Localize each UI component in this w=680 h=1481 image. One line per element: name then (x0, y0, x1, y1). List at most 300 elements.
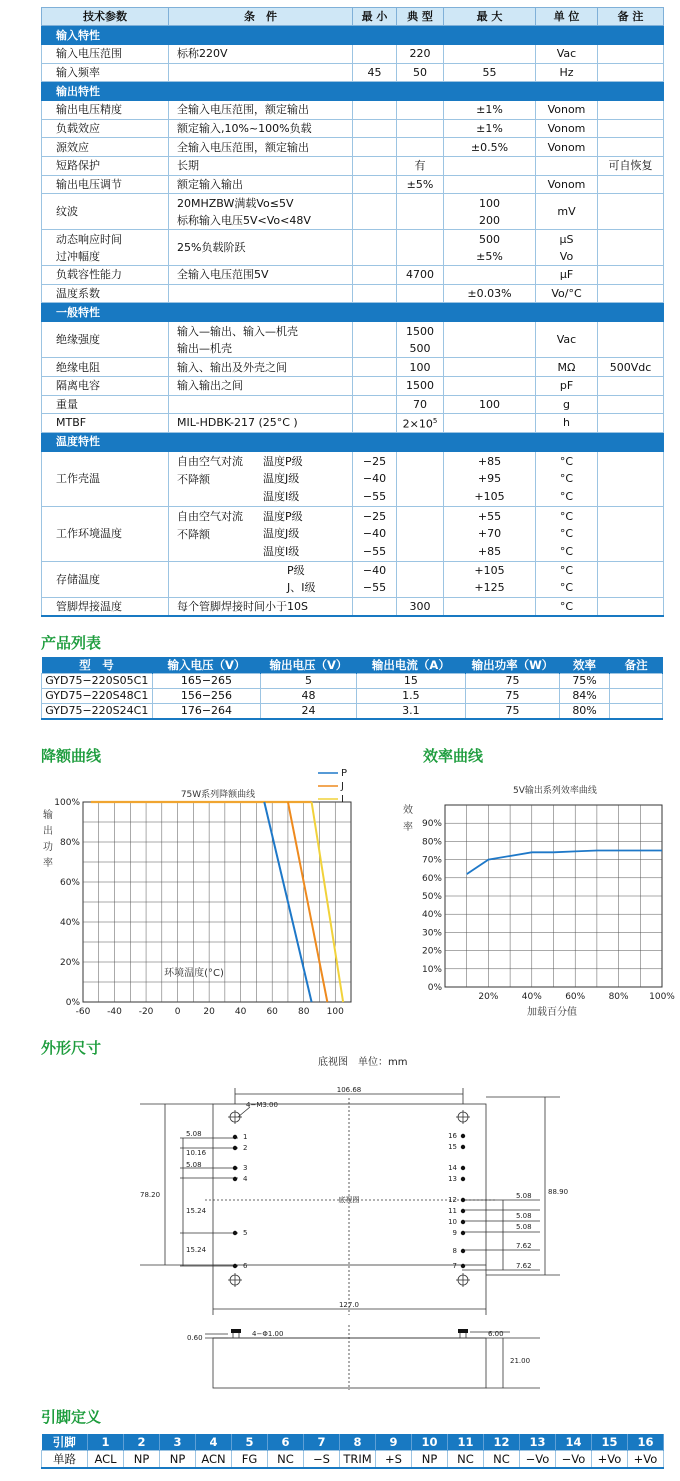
product-iout: 15 (356, 674, 466, 689)
spec-header: 条 件 (169, 8, 353, 26)
pin-dot (233, 1177, 237, 1181)
pin-number: 11 (448, 1207, 457, 1215)
pin-number-cell: 4 (196, 1434, 232, 1451)
param-condition (169, 194, 353, 230)
derating-ylabel (43, 808, 53, 869)
param-name: 负载效应 (42, 119, 169, 138)
param-typ: 100 (397, 358, 444, 377)
table-row (42, 45, 664, 64)
x-tick-label: -40 (107, 1007, 122, 1017)
pin-number-cell: 16 (628, 1434, 664, 1451)
pin-number: 2 (243, 1144, 248, 1152)
param-name: 工作环境温度 (42, 506, 169, 561)
table-row (42, 230, 664, 266)
mtbf-typ: 2×10 (402, 417, 433, 431)
section-title-general: 一般特性 (42, 303, 664, 322)
pin-number: 14 (448, 1164, 457, 1172)
pin-function: −Vo (556, 1451, 592, 1469)
param-unit: mV (536, 194, 598, 230)
pin-number: 4 (243, 1175, 248, 1183)
ripple-max-1: 100 (479, 196, 500, 210)
param-condition: 全输入电压范围5V (169, 266, 353, 285)
dim-hole-label: 4−M3.00 (246, 1101, 278, 1109)
param-unit: μF (536, 266, 598, 285)
ripple-cond-1: 20MHZBW满载Vo≤5V (177, 196, 294, 210)
param-condition: 输入输出之间 (169, 376, 353, 395)
pin-function: NC (268, 1451, 304, 1469)
section-title-temperature: 温度特性 (42, 432, 664, 451)
pin-number: 8 (452, 1247, 457, 1255)
pin-number: 5 (243, 1229, 248, 1237)
product-efficiency: 75% (559, 674, 610, 689)
spec-header-row (42, 8, 664, 26)
param-unit (536, 230, 598, 266)
pin-number: 1 (243, 1133, 248, 1141)
param-condition: 长期 (169, 156, 353, 175)
param-condition: 额定输入,10%~100%负载 (169, 119, 353, 138)
param-typ (397, 414, 444, 433)
side-pin (231, 1329, 241, 1333)
derating-legend (318, 768, 347, 805)
table-row (42, 284, 664, 303)
param-condition (169, 506, 353, 561)
pin-number-cell: 3 (160, 1434, 196, 1451)
storage-min: −55 (362, 581, 387, 595)
pin-function: NP (412, 1451, 448, 1469)
pin-number: 3 (243, 1164, 248, 1172)
dynamic-max-2: ±5% (476, 249, 503, 263)
param-condition: 输入、输出及外壳之间 (169, 358, 353, 377)
pin-row-label: 单路 (42, 1451, 88, 1469)
product-model: GYD75−220S48C1 (42, 689, 153, 704)
param-typ: 70 (397, 395, 444, 414)
param-typ (397, 138, 444, 157)
param-unit (536, 451, 598, 506)
dim-left-spacing: 5.08 (186, 1130, 202, 1138)
pin-function: NP (160, 1451, 196, 1469)
pin-number: 7 (452, 1262, 457, 1270)
table-row (42, 358, 664, 377)
param-unit: Vonom (536, 119, 598, 138)
param-unit: pF (536, 376, 598, 395)
param-condition (169, 451, 353, 506)
insulation-cond-2: 输出—机壳 (177, 341, 232, 355)
dimensions-heading: 外形尺寸 (41, 1039, 102, 1057)
param-typ (397, 119, 444, 138)
pin-number-cell: 1 (88, 1434, 124, 1451)
pin-dot (233, 1146, 237, 1150)
product-header: 输出电压（V） (261, 657, 356, 674)
param-note (598, 175, 664, 194)
param-min (353, 138, 397, 157)
param-min (353, 175, 397, 194)
param-unit: MΩ (536, 358, 598, 377)
pin-function: FG (232, 1451, 268, 1469)
pin-header-row (42, 1434, 664, 1451)
dynamic-unit-2: Vo (559, 249, 574, 263)
product-header: 型 号 (42, 657, 153, 674)
spec-header: 技术参数 (42, 8, 169, 26)
y-tick-label: 70% (421, 855, 442, 866)
table-row (42, 266, 664, 285)
param-max: ±1% (444, 101, 536, 120)
param-typ: 1500 (397, 376, 444, 395)
param-condition: MIL-HDBK-217 (25°C ) (169, 414, 353, 433)
param-note (598, 45, 664, 64)
derating-xlabel: 环境温度(°C) (164, 968, 224, 979)
case-unit: °C (559, 489, 574, 503)
dim-right-spacing: 5.08 (516, 1212, 532, 1220)
param-min (353, 358, 397, 377)
amb-max: +55 (477, 509, 502, 523)
param-max (444, 230, 536, 266)
x-tick-label: 40% (521, 992, 542, 1002)
product-note (610, 674, 663, 689)
efficiency-chart (400, 760, 675, 1020)
pin-dot (461, 1249, 465, 1253)
pin-dot (461, 1166, 465, 1170)
param-name: 隔离电容 (42, 376, 169, 395)
y-tick-label: 60% (421, 873, 442, 884)
param-name: 工作壳温 (42, 451, 169, 506)
param-unit: Vonom (536, 101, 598, 120)
dim-right-spacing: 7.62 (516, 1262, 532, 1270)
param-name: 温度系数 (42, 284, 169, 303)
pin-function: +S (376, 1451, 412, 1469)
param-condition (169, 561, 353, 597)
legend-label: I (341, 794, 344, 805)
param-condition: 额定输入输出 (169, 175, 353, 194)
param-typ: 220 (397, 45, 444, 64)
param-typ (397, 101, 444, 120)
param-min (353, 266, 397, 285)
product-header: 输入电压（V） (152, 657, 261, 674)
pin-function: ACL (88, 1451, 124, 1469)
table-row (42, 63, 664, 82)
section-title-output: 输出特性 (42, 82, 664, 101)
storage-level: P级 (287, 564, 305, 578)
pin-dot (461, 1209, 465, 1213)
param-min (353, 156, 397, 175)
pin-header-label: 引脚 (42, 1434, 88, 1451)
param-unit: g (536, 395, 598, 414)
case-max: +105 (474, 489, 505, 503)
product-list-title: 产品列表 (41, 634, 102, 652)
pin-number: 6 (243, 1262, 248, 1270)
param-min (353, 506, 397, 561)
product-power: 75 (466, 674, 560, 689)
table-row (42, 597, 664, 616)
table-row (42, 119, 664, 138)
table-row (42, 101, 664, 120)
dim-left-spacing: 15.24 (186, 1207, 207, 1215)
product-vout: 5 (261, 674, 356, 689)
insulation-typ-1: 1500 (406, 324, 434, 338)
dimension-drawing (0, 1070, 680, 1400)
pin-number-cell: 2 (124, 1434, 160, 1451)
y-tick-label: 20% (59, 958, 80, 968)
param-note (598, 63, 664, 82)
pin-number-cell: 12 (484, 1434, 520, 1451)
param-condition: 每个管脚焊接时间小于10S (169, 597, 353, 616)
pin-function: TRIM (340, 1451, 376, 1469)
derating-ylabel-char: 输 (43, 810, 53, 821)
efficiency-chart-title: 5V输出系列效率曲线 (513, 786, 597, 796)
param-name: 输出电压精度 (42, 101, 169, 120)
param-name: 短路保护 (42, 156, 169, 175)
param-note (598, 138, 664, 157)
pin-number: 15 (448, 1143, 457, 1151)
param-unit: Vonom (536, 138, 598, 157)
case-cond-a: 自由空气对流 (177, 455, 243, 469)
pin-function: NP (124, 1451, 160, 1469)
param-note (598, 376, 664, 395)
derating-ylabel-char: 功 (43, 842, 53, 853)
y-tick-label: 80% (421, 837, 442, 848)
dim-left-spacing: 10.16 (186, 1149, 207, 1157)
table-row (42, 395, 664, 414)
x-tick-label: 100% (649, 992, 675, 1002)
mtbf-exponent: 5 (432, 417, 438, 426)
amb-min: −55 (362, 544, 387, 558)
efficiency-ylabel-char: 率 (403, 822, 413, 833)
amb-cond-b: 不降额 (177, 528, 210, 542)
table-row (42, 194, 664, 230)
case-min: −40 (362, 472, 387, 486)
legend-label: P (341, 768, 348, 779)
amb-unit: °C (559, 509, 574, 523)
x-tick-label: 40 (234, 1007, 247, 1017)
product-header: 输出电流（A） (356, 657, 466, 674)
x-tick-label: 100 (326, 1007, 344, 1017)
param-note (598, 284, 664, 303)
storage-unit: °C (559, 564, 574, 578)
case-cond-b: 不降额 (177, 473, 210, 487)
efficiency-ylabel (403, 803, 413, 833)
y-tick-label: 10% (421, 964, 442, 975)
pin-number-cell: 15 (592, 1434, 628, 1451)
param-typ: 300 (397, 597, 444, 616)
param-condition: 全输入电压范围，额定输出 (169, 101, 353, 120)
table-row (42, 561, 664, 597)
param-max (444, 561, 536, 597)
amb-unit: °C (559, 544, 574, 558)
x-tick-label: 80 (297, 1007, 310, 1017)
pin-number-cell: 5 (232, 1434, 268, 1451)
pin-definition-title: 引脚定义 (41, 1408, 102, 1426)
param-unit (536, 156, 598, 175)
param-min (353, 284, 397, 303)
dynamic-name-1: 动态响应时间 (56, 232, 122, 246)
param-min: 45 (353, 63, 397, 82)
product-vout: 24 (261, 704, 356, 719)
pin-number-cell: 9 (376, 1434, 412, 1451)
x-tick-label: 60 (266, 1007, 278, 1017)
param-unit (536, 506, 598, 561)
table-row (42, 1451, 664, 1469)
spec-header: 最 小 (353, 8, 397, 26)
efficiency-xlabel: 加载百分值 (527, 1007, 577, 1018)
pin-number-cell: 8 (340, 1434, 376, 1451)
param-max: ±0.5% (444, 138, 536, 157)
product-table (41, 657, 663, 720)
side-pin (458, 1329, 468, 1333)
insulation-cond-1: 输入—输出、输入—机壳 (177, 324, 298, 338)
storage-unit: °C (559, 581, 574, 595)
param-note: 500Vdc (598, 358, 664, 377)
product-iout: 3.1 (356, 704, 466, 719)
case-unit: °C (559, 472, 574, 486)
dynamic-max-1: 500 (479, 232, 500, 246)
dim-height-2: 88.90 (548, 1188, 569, 1196)
param-name: 重量 (42, 395, 169, 414)
pin-function: ACN (196, 1451, 232, 1469)
case-min: −25 (362, 454, 387, 468)
pin-dot (461, 1145, 465, 1149)
param-max (444, 45, 536, 64)
pin-function: +Vo (592, 1451, 628, 1469)
module-outline (213, 1104, 486, 1265)
product-note (610, 689, 663, 704)
param-typ (397, 284, 444, 303)
dimensions-caption: 底视图 单位：mm (318, 1057, 408, 1068)
case-min: −55 (362, 489, 387, 503)
param-name: 输入电压范围 (42, 45, 169, 64)
pin-number-cell: 10 (412, 1434, 448, 1451)
y-tick-label: 80% (59, 838, 80, 848)
table-row (42, 322, 664, 358)
dim-side-pin: 4−Φ1.00 (252, 1330, 284, 1338)
param-name (42, 230, 169, 266)
param-max: ±1% (444, 119, 536, 138)
dim-side-b: 6.00 (488, 1330, 504, 1338)
pin-number: 12 (448, 1196, 457, 1204)
case-level: 温度P级 (263, 454, 303, 468)
pin-number-cell: 6 (268, 1434, 304, 1451)
param-unit: Vac (536, 45, 598, 64)
pin-dot (233, 1231, 237, 1235)
x-tick-label: -20 (138, 1007, 154, 1017)
dim-width: 127.0 (338, 1301, 360, 1309)
amb-unit: °C (559, 527, 574, 541)
case-level: 温度J级 (263, 472, 300, 486)
param-min (353, 376, 397, 395)
table-row (42, 674, 663, 689)
amb-level: 温度P级 (263, 509, 303, 523)
param-max (444, 156, 536, 175)
case-level: 温度I级 (263, 489, 300, 503)
param-max: 100 (444, 395, 536, 414)
spec-header: 典 型 (397, 8, 444, 26)
param-unit (536, 561, 598, 597)
param-condition (169, 63, 353, 82)
legend-label: J (341, 781, 344, 792)
amb-level: 温度I级 (263, 544, 300, 558)
pin-dot (233, 1264, 237, 1268)
param-unit: Vac (536, 322, 598, 358)
amb-level: 温度J级 (263, 527, 300, 541)
param-name: 输入频率 (42, 63, 169, 82)
param-condition (169, 284, 353, 303)
table-row (42, 156, 664, 175)
param-name: 存储温度 (42, 561, 169, 597)
efficiency-grid (445, 805, 662, 987)
pin-number: 10 (448, 1218, 457, 1226)
param-max (444, 358, 536, 377)
dim-width-holes: 106.68 (336, 1086, 362, 1094)
dim-side-a: 0.60 (187, 1334, 203, 1342)
efficiency-heading: 效率曲线 (423, 747, 484, 765)
derating-ticks (54, 798, 344, 1017)
spec-header: 最 大 (444, 8, 536, 26)
param-note (598, 266, 664, 285)
y-tick-label: 60% (59, 878, 80, 888)
case-unit: °C (559, 454, 574, 468)
product-note (610, 704, 663, 719)
pin-dot (461, 1220, 465, 1224)
product-efficiency: 80% (559, 704, 610, 719)
pin-number-cell: 14 (556, 1434, 592, 1451)
table-row (42, 451, 664, 506)
product-vin: 165−265 (152, 674, 261, 689)
param-typ (397, 322, 444, 358)
param-note (598, 101, 664, 120)
param-unit: h (536, 414, 598, 433)
param-min (353, 561, 397, 597)
param-unit: Vo/°C (536, 284, 598, 303)
derating-chart (0, 760, 360, 1017)
product-iout: 1.5 (356, 689, 466, 704)
param-typ: 50 (397, 63, 444, 82)
dynamic-unit-1: μS (559, 232, 574, 246)
product-header: 效率 (559, 657, 610, 674)
section-title-input: 输入特性 (42, 26, 664, 45)
spec-header: 备 注 (598, 8, 664, 26)
param-note (598, 395, 664, 414)
param-unit: Vonom (536, 175, 598, 194)
param-name: 源效应 (42, 138, 169, 157)
y-tick-label: 20% (421, 946, 442, 957)
center-label: 底视图 (338, 1196, 360, 1204)
param-name: 负载容性能力 (42, 266, 169, 285)
pin-dot (233, 1166, 237, 1170)
pin-number-cell: 13 (520, 1434, 556, 1451)
product-vin: 176−264 (152, 704, 261, 719)
pin-function: NC (484, 1451, 520, 1469)
param-max (444, 266, 536, 285)
pin-number: 16 (448, 1132, 457, 1140)
x-tick-label: 20 (203, 1007, 215, 1017)
product-vout: 48 (261, 689, 356, 704)
table-row (42, 704, 663, 719)
table-row (42, 175, 664, 194)
param-name: 纹波 (42, 194, 169, 230)
product-header: 输出功率（W） (466, 657, 560, 674)
product-efficiency: 84% (559, 689, 610, 704)
pin-dot (233, 1135, 237, 1139)
param-condition: 全输入电压范围，额定输出 (169, 138, 353, 157)
product-model: GYD75−220S05C1 (42, 674, 153, 689)
pin-function: NC (448, 1451, 484, 1469)
pin-function: +Vo (628, 1451, 664, 1469)
product-header: 备注 (610, 657, 663, 674)
table-row (42, 376, 664, 395)
x-tick-label: -60 (75, 1007, 91, 1017)
param-condition (169, 322, 353, 358)
param-name: 绝缘电阻 (42, 358, 169, 377)
pin-table (41, 1434, 664, 1469)
param-max (444, 451, 536, 506)
